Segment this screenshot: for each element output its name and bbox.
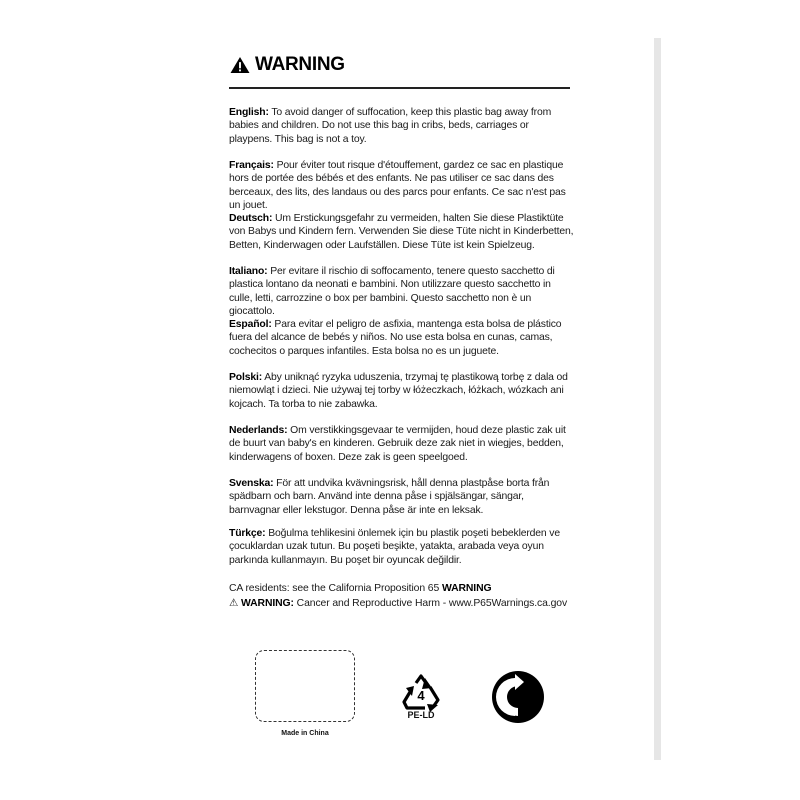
recycle-material-label: PE-LD [407, 710, 435, 720]
language-text: Om verstikkingsgevaar te vermijden, houd deze plastic zak uit de buurt van baby's en kinderen. Gebruik deze zak niet in wiegjes, bedden, kinderwagens of boxen. Deze zak is geen speelgoed. [229, 425, 566, 463]
sticker-placeholder-box [255, 650, 355, 722]
language-text: Para evitar el peligro de asfixia, mantenga esta bolsa de plástico fuera del alcance de bebés y niños. No use esta bolsa en cunas, camas, cochecitos o parques infantiles. Esta bolsa no es un juguete. [229, 319, 562, 357]
warning-text-english [229, 106, 574, 146]
language-name: Español: [229, 319, 272, 330]
prop65-warning-word: WARNING [441, 583, 492, 594]
warning-triangle-icon [229, 56, 251, 74]
language-name: Italiano: [229, 266, 268, 277]
warning-text-italian [229, 265, 574, 318]
header-divider [229, 87, 570, 89]
prop65-notice [229, 581, 574, 611]
language-text: Pour éviter tout risque d'étouffement, gardez ce sac en plastique hors de portée des bébés et des enfants. Ne pas utiliser ce sac dans des berceaux, des lits, des landaus ou des parcs pour enfants. Ce sac n'est pas un jouet. [229, 160, 566, 211]
prop65-prefix: CA residents: see the California Proposition 65 [229, 583, 442, 594]
language-text: Um Erstickungsgefahr zu vermeiden, halten Sie diese Plastiktüte von Babys und Kindern fern. Verwenden Sie diese Tüte nicht in Kinderbetten, Betten, Kinderwagen oder Laufställen. Diese Tüte ist kein Spielzeug. [229, 213, 574, 251]
warning-text-swedish [229, 477, 574, 517]
prop65-warning-label: WARNING: [238, 598, 294, 609]
language-text: Per evitare il rischio di soffocamento, tenere questo sacchetto di plastica lontano da neonati e bambini. Non utilizzare questo sacchetto in culle, letti, carrozzine o box per bambini. Questo sacchetto non è un giocattolo. [229, 266, 555, 317]
prop65-line-1 [229, 581, 574, 596]
language-name: Nederlands: [229, 425, 288, 436]
recycle-number: 4 [417, 688, 425, 703]
warning-text-polish [229, 371, 574, 411]
language-text: To avoid danger of suffocation, keep this plastic bag away from babies and children. Do not use this bag in cribs, beds, carriages or playpens. This bag is not a toy. [229, 107, 552, 145]
language-name: Deutsch: [229, 213, 273, 224]
language-text: Aby uniknąć ryzyka uduszenia, trzymaj tę plastikową torbę z dala od niemowląt i dzieci. Nie używaj tej torby w łóżeczkach, łóżkach, wózkach ani kojcach. Ta torba to nie zabawka. [229, 372, 568, 410]
prop65-warning-icon: ⚠ [229, 598, 239, 609]
page-edge-shadow [654, 38, 661, 760]
language-text: Boğulma tehlikesini önlemek için bu plastik poşeti bebeklerden ve çocuklardan uzak tutun. Bu poşeti beşikte, yatakta, arabada veya oyun parkında kullanmayın. Bu poşet bir oyuncak değildir. [229, 528, 560, 566]
warning-text-turkish [229, 527, 574, 567]
green-dot-icon [491, 670, 545, 724]
language-name: Français: [229, 160, 274, 171]
language-name: Polski: [229, 372, 263, 383]
made-in-label: Made in China [281, 730, 329, 737]
prop65-warning-text: Cancer and Reproductive Harm - www.P65Warnings.ca.gov [293, 598, 568, 609]
language-name: English: [229, 107, 269, 118]
warning-title: WARNING [255, 54, 345, 75]
warning-text-dutch [229, 424, 574, 464]
warning-header [229, 54, 345, 76]
language-name: Türkçe: [229, 528, 266, 539]
warning-text-french [229, 159, 574, 212]
prop65-line-2 [229, 596, 574, 611]
language-text: För att undvika kvävningsrisk, håll denna plastpåse borta från spädbarn och barn. Använd inte denna påse i spjälsängar, sängar, barnvagnar eller lekstugor. Denna påse är inte en leksak. [229, 478, 550, 516]
warning-text-german [229, 212, 574, 252]
warning-text-spanish [229, 318, 574, 358]
language-name: Svenska: [229, 478, 274, 489]
